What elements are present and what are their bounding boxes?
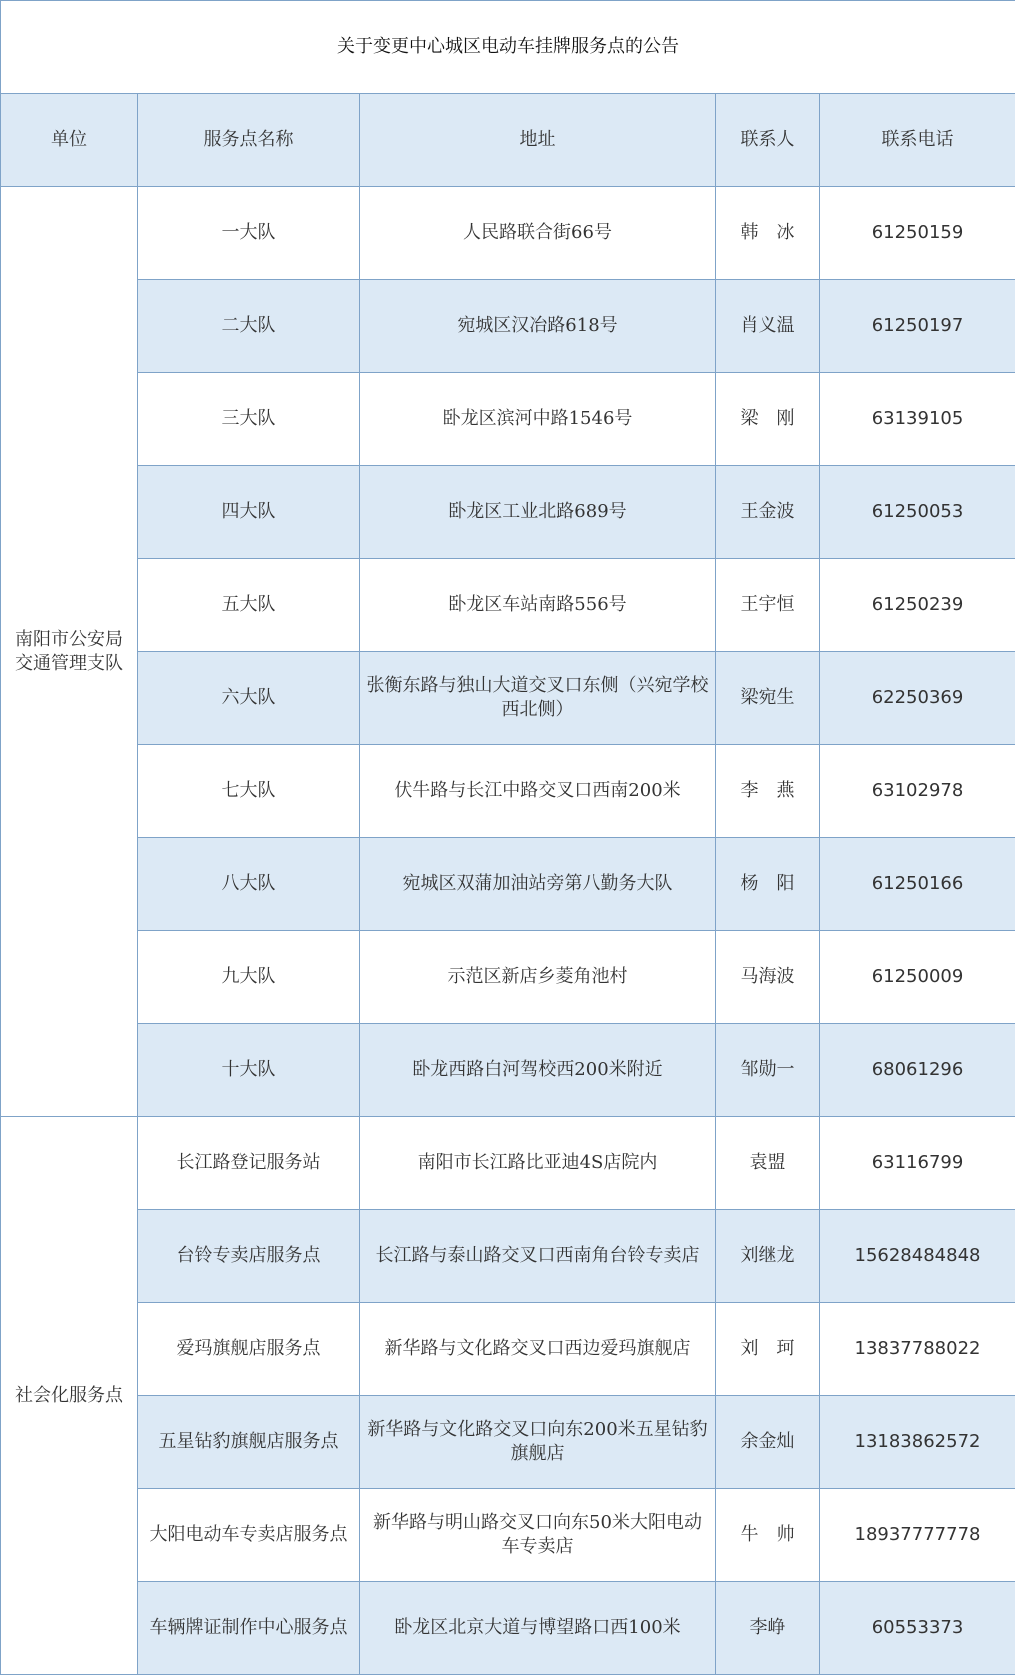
header-row — [1, 94, 1015, 187]
table-row — [1, 838, 1015, 931]
contact-cell: 韩 冰 — [716, 187, 820, 280]
table-row — [1, 1489, 1015, 1582]
table-row — [1, 373, 1015, 466]
phone-cell: 61250053 — [820, 466, 1015, 559]
phone-cell: 61250009 — [820, 931, 1015, 1024]
unit-cell: 南阳市公安局交通管理支队 — [1, 187, 138, 1117]
service-point-name: 一大队 — [138, 187, 360, 280]
phone-cell: 62250369 — [820, 652, 1015, 745]
address-cell: 宛城区双蒲加油站旁第八勤务大队 — [360, 838, 716, 931]
table-row — [1, 1117, 1015, 1210]
service-point-name: 三大队 — [138, 373, 360, 466]
contact-cell: 王宇恒 — [716, 559, 820, 652]
address-cell: 示范区新店乡菱角池村 — [360, 931, 716, 1024]
address-cell: 长江路与泰山路交叉口西南角台铃专卖店 — [360, 1210, 716, 1303]
service-point-name: 五大队 — [138, 559, 360, 652]
address-cell: 宛城区汉冶路618号 — [360, 280, 716, 373]
phone-cell: 13183862572 — [820, 1396, 1015, 1489]
phone-cell: 61250197 — [820, 280, 1015, 373]
address-cell: 南阳市长江路比亚迪4S店院内 — [360, 1117, 716, 1210]
phone-cell: 13837788022 — [820, 1303, 1015, 1396]
contact-cell: 刘继龙 — [716, 1210, 820, 1303]
title-row — [1, 1, 1015, 94]
table-row — [1, 931, 1015, 1024]
table-row — [1, 1024, 1015, 1117]
phone-cell: 18937777778 — [820, 1489, 1015, 1582]
phone-cell: 63102978 — [820, 745, 1015, 838]
service-point-name: 台铃专卖店服务点 — [138, 1210, 360, 1303]
header-address: 地址 — [360, 94, 716, 187]
address-cell: 卧龙区车站南路556号 — [360, 559, 716, 652]
contact-cell: 李 燕 — [716, 745, 820, 838]
service-point-name: 四大队 — [138, 466, 360, 559]
phone-cell: 61250166 — [820, 838, 1015, 931]
table-row — [1, 745, 1015, 838]
address-cell: 新华路与文化路交叉口西边爱玛旗舰店 — [360, 1303, 716, 1396]
contact-cell: 梁宛生 — [716, 652, 820, 745]
header-phone: 联系电话 — [820, 94, 1015, 187]
table-row — [1, 466, 1015, 559]
header-unit: 单位 — [1, 94, 138, 187]
contact-cell: 马海波 — [716, 931, 820, 1024]
address-cell: 卧龙区工业北路689号 — [360, 466, 716, 559]
service-point-name: 长江路登记服务站 — [138, 1117, 360, 1210]
header-name: 服务点名称 — [138, 94, 360, 187]
service-point-name: 车辆牌证制作中心服务点 — [138, 1582, 360, 1675]
phone-cell: 68061296 — [820, 1024, 1015, 1117]
contact-cell: 王金波 — [716, 466, 820, 559]
contact-cell: 邹勋一 — [716, 1024, 820, 1117]
table-row — [1, 187, 1015, 280]
phone-cell: 63116799 — [820, 1117, 1015, 1210]
service-point-name: 爱玛旗舰店服务点 — [138, 1303, 360, 1396]
table-row — [1, 1303, 1015, 1396]
header-contact: 联系人 — [716, 94, 820, 187]
service-point-name: 二大队 — [138, 280, 360, 373]
contact-cell: 袁盟 — [716, 1117, 820, 1210]
address-cell: 卧龙区北京大道与博望路口西100米 — [360, 1582, 716, 1675]
phone-cell: 61250239 — [820, 559, 1015, 652]
table-row — [1, 1396, 1015, 1489]
contact-cell: 肖义温 — [716, 280, 820, 373]
contact-cell: 杨 阳 — [716, 838, 820, 931]
page-title: 关于变更中心城区电动车挂牌服务点的公告 — [1, 1, 1015, 94]
unit-cell: 社会化服务点 — [1, 1117, 138, 1675]
address-cell: 卧龙西路白河驾校西200米附近 — [360, 1024, 716, 1117]
table-row — [1, 1210, 1015, 1303]
contact-cell: 刘 珂 — [716, 1303, 820, 1396]
table-row — [1, 1582, 1015, 1675]
service-point-name: 七大队 — [138, 745, 360, 838]
service-point-name: 五星钻豹旗舰店服务点 — [138, 1396, 360, 1489]
service-point-name: 九大队 — [138, 931, 360, 1024]
address-cell: 新华路与文化路交叉口向东200米五星钻豹旗舰店 — [360, 1396, 716, 1489]
phone-cell: 60553373 — [820, 1582, 1015, 1675]
contact-cell: 牛 帅 — [716, 1489, 820, 1582]
table-row — [1, 559, 1015, 652]
table-row — [1, 652, 1015, 745]
phone-cell: 63139105 — [820, 373, 1015, 466]
service-point-name: 八大队 — [138, 838, 360, 931]
contact-cell: 梁 刚 — [716, 373, 820, 466]
phone-cell: 61250159 — [820, 187, 1015, 280]
service-point-name: 大阳电动车专卖店服务点 — [138, 1489, 360, 1582]
service-point-name: 六大队 — [138, 652, 360, 745]
address-cell: 新华路与明山路交叉口向东50米大阳电动车专卖店 — [360, 1489, 716, 1582]
contact-cell: 余金灿 — [716, 1396, 820, 1489]
contact-cell: 李峥 — [716, 1582, 820, 1675]
table-row — [1, 280, 1015, 373]
service-point-name: 十大队 — [138, 1024, 360, 1117]
address-cell: 人民路联合街66号 — [360, 187, 716, 280]
address-cell: 卧龙区滨河中路1546号 — [360, 373, 716, 466]
phone-cell: 15628484848 — [820, 1210, 1015, 1303]
address-cell: 伏牛路与长江中路交叉口西南200米 — [360, 745, 716, 838]
address-cell: 张衡东路与独山大道交叉口东侧（兴宛学校西北侧） — [360, 652, 716, 745]
